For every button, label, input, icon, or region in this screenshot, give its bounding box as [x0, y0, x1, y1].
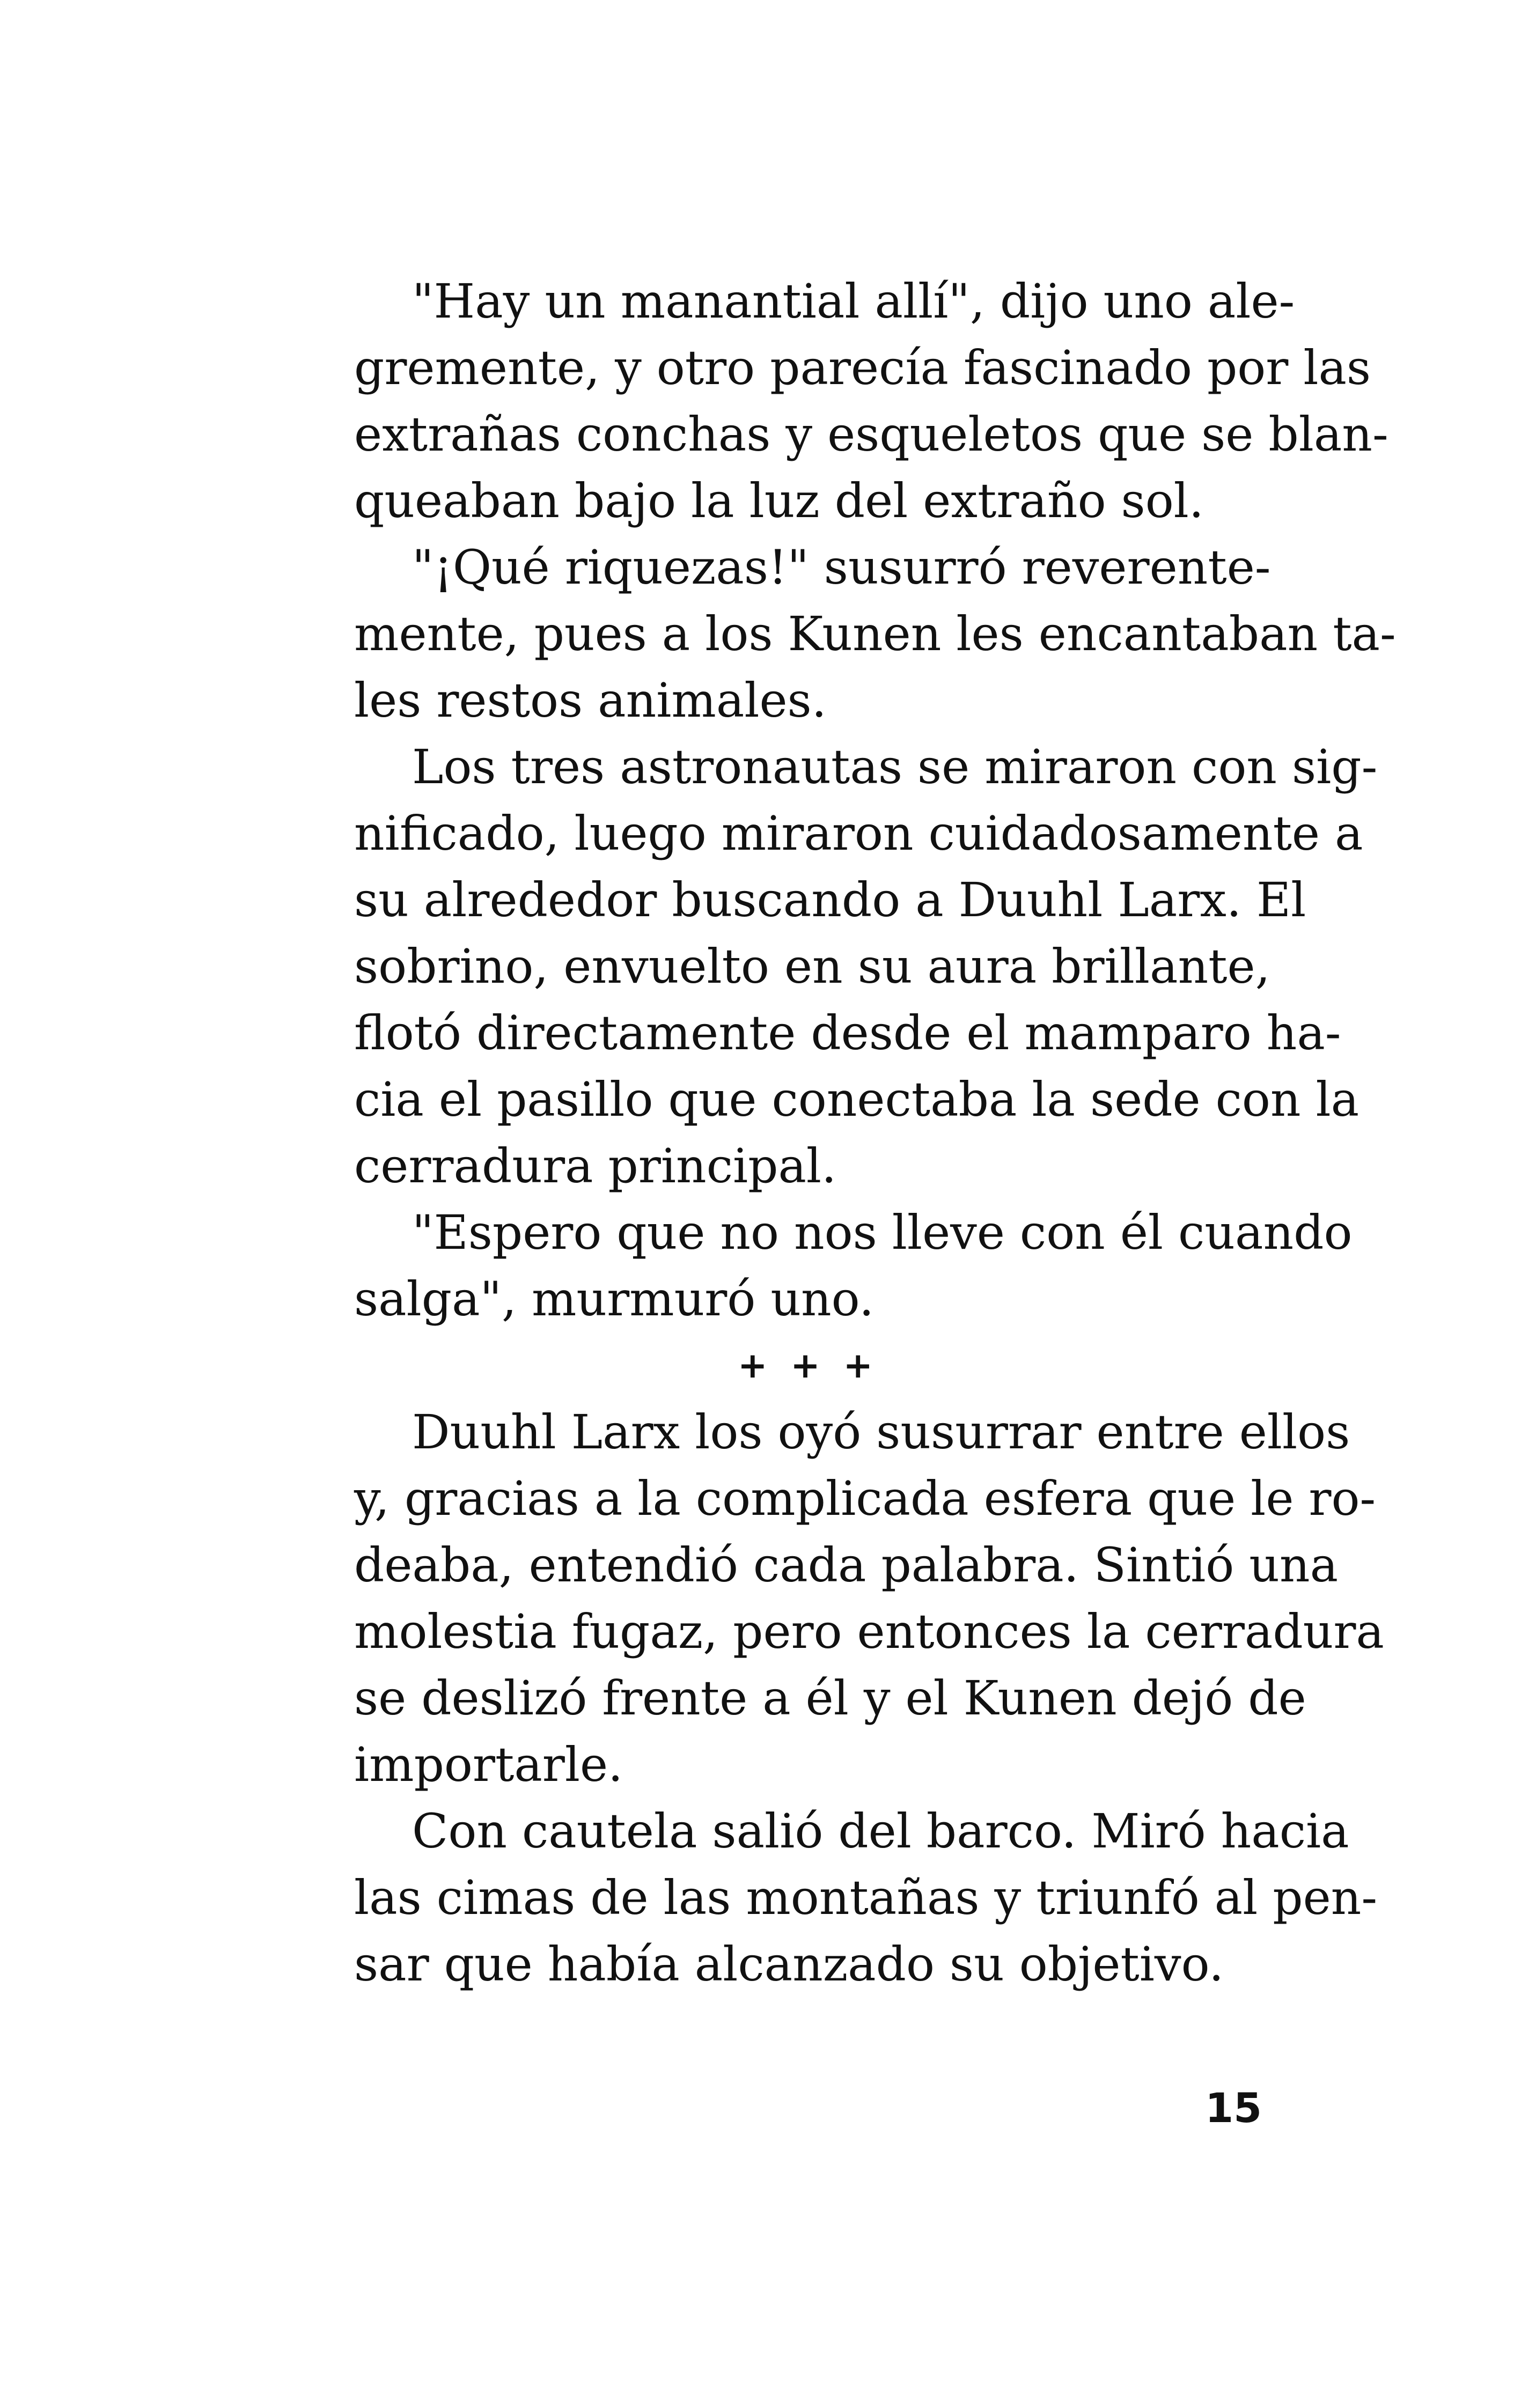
text-line: su alrededor buscando a Duuhl Larx. El: [354, 872, 1306, 927]
text-line: gremente, y otro parecía fascinado por las: [354, 340, 1371, 395]
paragraph: [354, 268, 1388, 534]
text-line: cerradura principal.: [354, 1138, 837, 1194]
text-line: "¡Qué riquezas!" susurró reverente-: [412, 540, 1271, 595]
page-number: 15: [1205, 2084, 1262, 2132]
text-line: Con cautela salió del barco. Miró hacia: [412, 1803, 1349, 1859]
text-line: se deslizó frente a él y el Kunen dejó de: [354, 1670, 1306, 1726]
paragraph: [354, 1199, 1353, 1332]
text-line: queaban bajo la luz del extraño sol.: [354, 473, 1204, 528]
text-line: les restos animales.: [354, 673, 827, 728]
body-text: [354, 268, 1396, 1998]
text-line: salga", murmuró uno.: [354, 1271, 875, 1327]
text-line: sar que había alcanzado su objetivo.: [354, 1936, 1224, 1992]
text-line: flotó directamente desde el mamparo ha-: [354, 1005, 1341, 1061]
paragraph: [354, 534, 1396, 734]
section-separator: + + +: [738, 1345, 878, 1386]
text-line: sobrino, envuelto en su aura brillante,: [354, 939, 1270, 994]
text-line: las cimas de las montañas y triunfó al pen-: [354, 1870, 1378, 1925]
paragraph: [354, 1798, 1378, 1998]
text-line: y, gracias a la complicada esfera que le ro-: [354, 1471, 1376, 1526]
text-line: cia el pasillo que conectaba la sede con la: [354, 1072, 1360, 1127]
text-line: Duuhl Larx los oyó susurrar entre ellos: [412, 1404, 1350, 1460]
text-line: deaba, entendió cada palabra. Sintió una: [354, 1537, 1339, 1593]
text-line: importarle.: [354, 1737, 623, 1792]
text-line: extrañas conchas y esqueletos que se blan-: [354, 407, 1388, 462]
text-line: nificado, luego miraron cuidadosamente a: [354, 806, 1363, 861]
text-line: "Espero que no nos lleve con él cuando: [412, 1205, 1353, 1260]
text-line: "Hay un manantial allí", dijo uno ale-: [412, 274, 1295, 329]
text-line: Los tres astronautas se miraron con sig-: [412, 739, 1378, 794]
text-line: mente, pues a los Kunen les encantaban ta-: [354, 606, 1396, 661]
text-line: molestia fugaz, pero entonces la cerradura: [354, 1604, 1384, 1659]
paragraph: [354, 1399, 1384, 1798]
paragraph: [354, 734, 1378, 1199]
